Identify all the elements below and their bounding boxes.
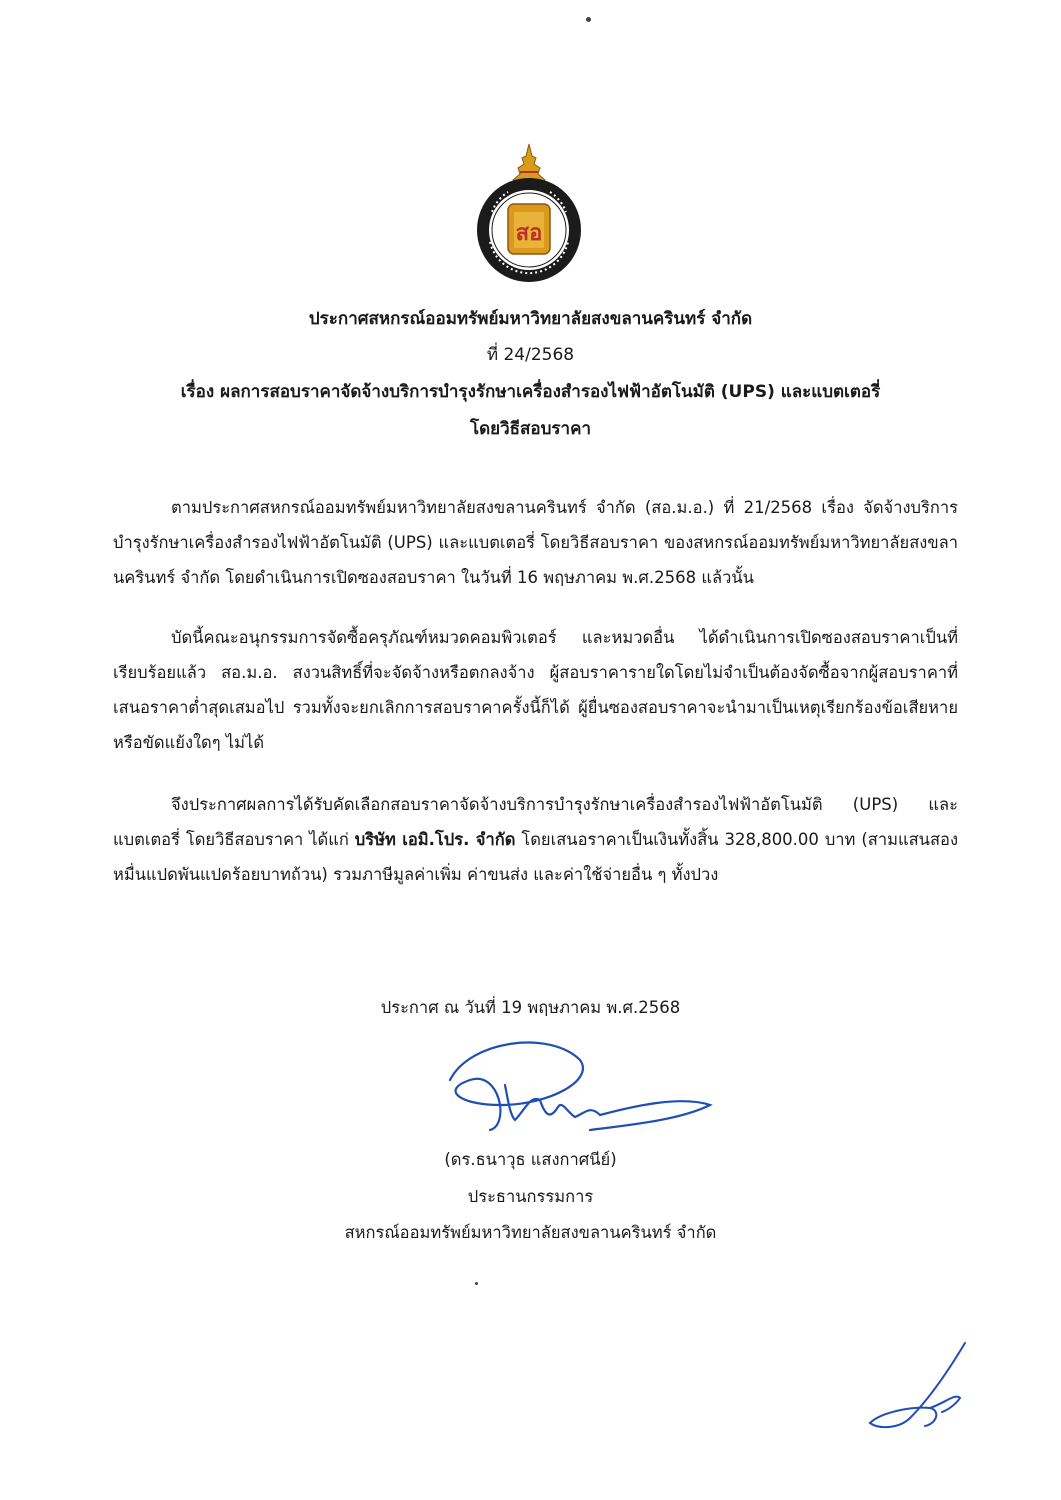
paragraph-reservation: บัดนี้คณะอนุกรรมการจัดซื้อครุภัณฑ์หมวดคอมพิวเตอร์ และหมวดอื่น ได้ดำเนินการเปิดซองสอบราคาเป็นที่เรียบร้อยแล้ว สอ.ม.อ. สงวนสิทธิ์ที่จะจัดจ้างหรือตกลงจ้าง ผู้สอบราคารายใดโดยไม่จำเป็นต้องจัดซื้อจากผู้สอบราคาที่เสนอราคาต่ำสุดเสมอไป รวมทั้งจะยกเลิกการสอบราคาครั้งนี้ก็ได้ ผู้ยื่นซองสอบราคาจะนำมาเป็นเหตุเรียกร้องข้อเสียหาย หรือขัดแย้งใดๆ ไม่ได้ (113, 628, 958, 752)
svg-text:สอ: สอ (515, 221, 543, 246)
result-text-b: โดยเสนอราคาเป็นเงินทั้งสิ้น 328,800.00 บาท (สามแสนสองหมื่นแปดพันแปดร้อยบาทถ้วน) รวมภาษีมูลค่าเพิ่ม ค่าขนส่ง และค่าใช้จ่ายอื่น ๆ ทั้งปวง (113, 830, 958, 884)
result-text-a: จึงประกาศผลการได้รับคัดเลือกสอบราคาจัดจ้างบริการบำรุงรักษาเครื่องสำรองไฟฟ้าอัตโนมัติ (UPS) และแบตเตอรี่ โดยวิธีสอบราคา ได้แก่ (113, 795, 958, 849)
announce-date: ประกาศ ณ วันที่ 19 พฤษภาคม พ.ศ.2568 (380, 998, 681, 1017)
announcement-number: ที่ 24/2568 (486, 345, 575, 365)
announcement-method: โดยวิธีสอบราคา (469, 419, 592, 439)
announcement-subject: เรื่อง ผลการสอบราคาจัดจ้างบริการบำรุงรักษาเครื่องสำรองไฟฟ้าอัตโนมัติ (UPS) และแบตเตอรี่ (180, 382, 881, 402)
signer-position: ประธานกรรมการ (467, 1187, 594, 1206)
paragraph-reference: ตามประกาศสหกรณ์ออมทรัพย์มหาวิทยาลัยสงขลานครินทร์ จำกัด (สอ.ม.อ.) ที่ 21/2568 เรื่อง จัดจ้างบริการบำรุงรักษาเครื่องสำรองไฟฟ้าอัตโนมัติ (UPS) และแบตเตอรี่ โดยวิธีสอบราคา ของสหกรณ์ออมทรัพย์มหาวิทยาลัยสงขลานครินทร์ จำกัด โดยดำเนินการเปิดซองสอบราคา ในวันที่ 16 พฤษภาคม พ.ศ.2568 แล้วนั้น (113, 498, 958, 587)
signer-organization: สหกรณ์ออมทรัพย์มหาวิทยาลัยสงขลานครินทร์ จำกัด (344, 1223, 717, 1242)
scan-speck (475, 1282, 478, 1285)
handwritten-signature (430, 1025, 730, 1145)
announcement-title: ประกาศสหกรณ์ออมทรัพย์มหาวิทยาลัยสงขลานครินทร์ จำกัด (308, 309, 753, 329)
signer-name: (ดร.ธนาวุธ แสงกาศนีย์) (444, 1150, 617, 1169)
winning-company: บริษัท เอมิ.โปร. จำกัด (354, 830, 516, 849)
cooperative-seal-emblem-icon (468, 142, 590, 282)
paragraph-result (113, 787, 958, 892)
scan-speck (586, 17, 591, 22)
handwritten-initial (860, 1338, 980, 1438)
